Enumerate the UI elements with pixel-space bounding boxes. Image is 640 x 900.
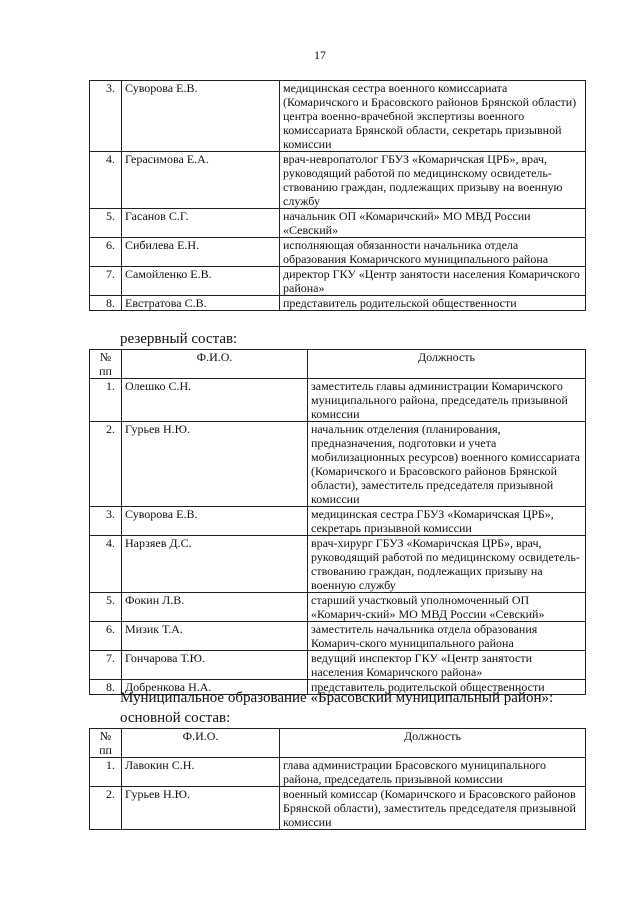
member-name: Олешко С.Н.	[122, 379, 308, 422]
row-number: 2.	[90, 422, 122, 507]
member-position: старший участковый уполномоченный ОП «Комарич-ский» МО МВД России «Севский»	[308, 593, 586, 622]
member-position: заместитель главы администрации Комаричского муниципального района, председатель призывной комиссии	[308, 379, 586, 422]
reserve-caption: резервный состав:	[120, 331, 238, 347]
row-number: 8.	[90, 296, 122, 311]
row-number: 5.	[90, 209, 122, 238]
member-position: исполняющая обязанности начальника отдела образования Комаричского муниципального района	[280, 238, 586, 267]
member-position: глава администрации Брасовского муниципального района, председатель призывной комиссии	[280, 758, 586, 787]
table-row	[90, 651, 586, 680]
table-row	[90, 507, 586, 536]
row-number: 2.	[90, 787, 122, 830]
table-row	[90, 758, 586, 787]
header-name: Ф.И.О.	[122, 729, 280, 758]
member-name: Фокин Л.В.	[122, 593, 308, 622]
header-name: Ф.И.О.	[122, 350, 308, 379]
table-header-row	[90, 729, 586, 758]
row-number: 1.	[90, 379, 122, 422]
row-number: 3.	[90, 507, 122, 536]
table-row	[90, 296, 586, 311]
member-position: медицинская сестра военного комиссариата (Комаричского и Брасовского районов Брянской области) центра военно-врачебной экспертизы военного комиссариата Брянской области, секретарь призывной комиссии	[280, 81, 586, 152]
table-header-row	[90, 350, 586, 379]
row-number: 8.	[90, 680, 122, 695]
member-name: Нарзяев Д.С.	[122, 536, 308, 593]
member-name: Самойленко Е.В.	[122, 267, 280, 296]
commission-table-brasovsky	[89, 728, 586, 830]
member-name: Герасимова Е.А.	[122, 152, 280, 209]
row-number: 6.	[90, 238, 122, 267]
main-composition-caption: основной состав:	[120, 710, 231, 726]
member-name: Гасанов С.Г.	[122, 209, 280, 238]
row-number: 7.	[90, 267, 122, 296]
member-name: Сибилева Е.Н.	[122, 238, 280, 267]
member-name: Гончарова Т.Ю.	[122, 651, 308, 680]
member-name: Суворова Е.В.	[122, 507, 308, 536]
member-position: представитель родительской общественности	[308, 680, 586, 695]
member-name: Мизик Т.А.	[122, 622, 308, 651]
member-position: медицинская сестра ГБУЗ «Комаричская ЦРБ», секретарь призывной комиссии	[308, 507, 586, 536]
row-number: 4.	[90, 152, 122, 209]
table-row	[90, 81, 586, 152]
table-row	[90, 536, 586, 593]
member-position: военный комиссар (Комаричского и Брасовского районов Брянской области), заместитель председателя призывной комиссии	[280, 787, 586, 830]
member-position: начальник отделения (планирования, предназначения, подготовки и учета мобилизационных ресурсов) военного комиссариата (Комаричского и Брасовского районов Брянской области), заместитель председателя призывной комиссии	[308, 422, 586, 507]
table-row	[90, 622, 586, 651]
member-name: Добренкова Н.А.	[122, 680, 308, 695]
row-number: 1.	[90, 758, 122, 787]
table-row	[90, 787, 586, 830]
table-row	[90, 379, 586, 422]
commission-table-reserve	[89, 349, 586, 695]
member-position: врач-невропатолог ГБУЗ «Комаричская ЦРБ», врач, руководящий работой по медицинскому освидетель-ствованию граждан, подлежащих призыву на военную службу	[280, 152, 586, 209]
member-name: Лавокин С.Н.	[122, 758, 280, 787]
member-name: Гурьев Н.Ю.	[122, 787, 280, 830]
commission-table-main-continued	[89, 80, 586, 311]
member-name: Суворова Е.В.	[122, 81, 280, 152]
table-row	[90, 422, 586, 507]
header-position: Должность	[308, 350, 586, 379]
header-num: № пп	[90, 350, 122, 379]
table-row	[90, 267, 586, 296]
member-position: ведущий инспектор ГКУ «Центр занятости населения Комаричского района»	[308, 651, 586, 680]
member-position: врач-хирург ГБУЗ «Комаричская ЦРБ», врач, руководящий работой по медицинскому освидетель-ствованию граждан, подлежащих призыву на военную службу	[308, 536, 586, 593]
member-position: заместитель начальника отдела образования Комарич-ского муниципального района	[308, 622, 586, 651]
member-position: начальник ОП «Комаричский» МО МВД России «Севский»	[280, 209, 586, 238]
row-number: 4.	[90, 536, 122, 593]
row-number: 6.	[90, 622, 122, 651]
table-row	[90, 238, 586, 267]
page-number: 17	[314, 48, 326, 62]
member-name: Евстратова С.В.	[122, 296, 280, 311]
table-row	[90, 152, 586, 209]
row-number: 5.	[90, 593, 122, 622]
table-row	[90, 209, 586, 238]
table-row	[90, 593, 586, 622]
member-position: представитель родительской общественности	[280, 296, 586, 311]
municipality-caption: Муниципальное образование «Брасовский муниципальный район»:	[120, 690, 554, 706]
header-position: Должность	[280, 729, 586, 758]
row-number: 7.	[90, 651, 122, 680]
header-num: № пп	[90, 729, 122, 758]
row-number: 3.	[90, 81, 122, 152]
member-position: директор ГКУ «Центр занятости населения Комаричского района»	[280, 267, 586, 296]
member-name: Гурьев Н.Ю.	[122, 422, 308, 507]
